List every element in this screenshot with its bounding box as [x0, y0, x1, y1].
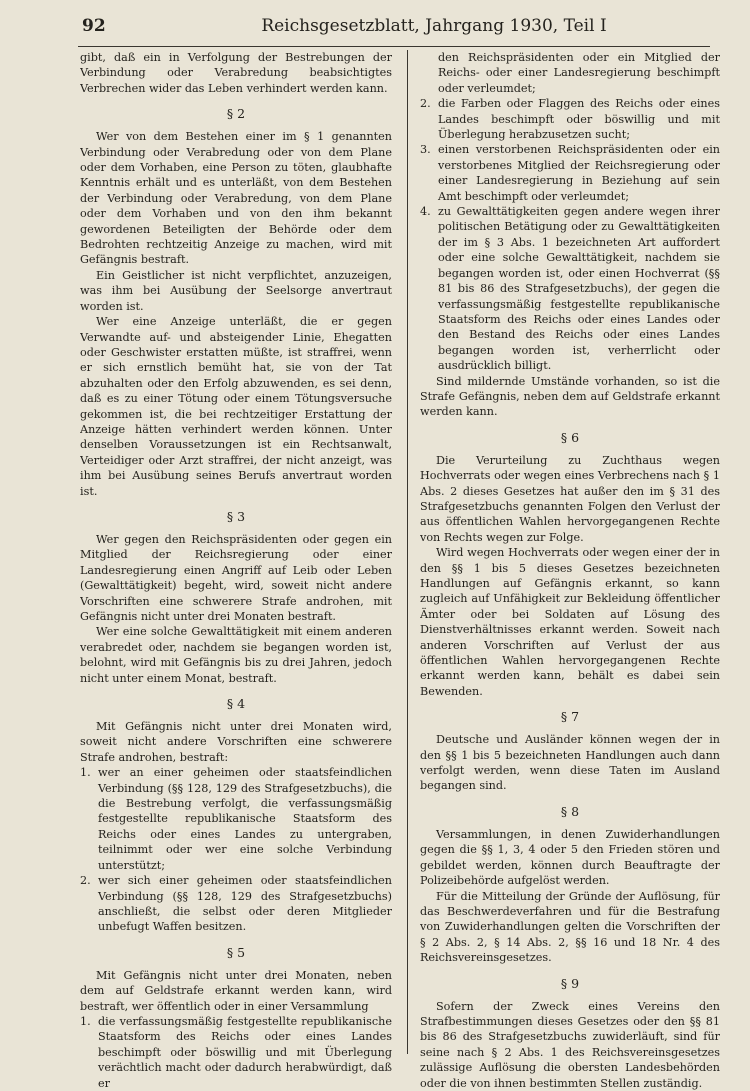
paragraph: Versammlungen, in denen Zuwiderhandlungen gegen die §§ 1, 3, 4 oder 5 den Frieden stören und gebildet werden, können durch Beauftragte der Polizeibehörde aufgelöst werden.	[420, 827, 720, 888]
list-item-continued	[420, 50, 720, 96]
paragraph: Ein Geistlicher ist nicht verpflichtet, anzuzeigen, was ihm bei Ausübung der Seelsorge anvertraut worden ist.	[80, 268, 392, 313]
item-number: 3.	[420, 143, 431, 157]
list-item	[420, 96, 720, 142]
paragraph: Für die Mitteilung der Gründe der Auflösung, für das Beschwerdeverfahren und für die Bestrafung von Zuwiderhandlungen gelten die Vorschriften der § 2 Abs. 2, § 14 Abs. 2, §§ 16 und 18 Nr. 4 des Reichsvereinsgesetzes.	[420, 889, 720, 965]
gazette-title: Reichsgesetzblatt, Jahrgang 1930, Teil I	[261, 16, 607, 36]
list-item	[80, 765, 392, 873]
section-heading-9: § 9	[560, 975, 580, 991]
running-header	[78, 14, 710, 40]
item-text: die Farben oder Flaggen des Reichs oder eines Landes beschimpft oder böswillig und mit Überlegung herabzusetzen sucht;	[438, 97, 720, 142]
section-heading-2: § 2	[226, 106, 246, 122]
item-text: wer sich einer geheimen oder staatsfeindlichen Verbindung (§§ 128, 129 des Strafgesetzbuchs) anschließt, die selbst oder deren Mitglieder unbefugt Waffen besitzen.	[98, 874, 392, 934]
paragraph: Mit Gefängnis nicht unter drei Monaten, neben dem auf Geldstrafe erkannt werden kann, wird bestraft, wer öffentlich oder in einer Versammlung	[80, 968, 392, 1013]
paragraph: Wer eine solche Gewalttätigkeit mit einem anderen verabredet oder, nachdem sie begangen worden ist, belohnt, wird mit Gefängnis bis zu drei Jahren, jedoch nicht unter einem Monat, bestraft.	[80, 625, 392, 685]
list-item	[80, 873, 392, 935]
item-text: den Reichspräsidenten oder ein Mitglied der Reichs- oder einer Landesregierung beschimpft oder verleumdet;	[438, 51, 720, 95]
section-heading-5: § 5	[226, 944, 246, 960]
section-heading-6: § 6	[560, 429, 580, 445]
section-heading-7: § 7	[560, 709, 580, 725]
paragraph: Wird wegen Hochverrats oder wegen einer der in den §§ 1 bis 5 dieses Gesetzes bezeichneten Handlungen auf Gefängnis erkannt, so kann zugleich auf Unfähigkeit zur Bekleidung öffentlicher Ämter oder bei Soldaten auf Lösung des Dienstverhältnisses erkannt werden. Soweit nach anderen Vorschriften auf Verlust der aus öffentlichen Wahlen hervorgegangenen Rechte erkannt werden kann, behält es dabei sein Bewenden.	[420, 546, 720, 698]
item-text: wer an einer geheimen oder staatsfeindlichen Verbindung (§§ 128, 129 des Strafgesetzbuchs), die die Bestrebung verfolgt, die verfassungsmäßig festgestellte republikanische Staatsform des Reichs oder eines Landes zu untergraben, teilnimmt oder wer eine solche Verbindung unterstützt;	[98, 766, 392, 872]
item-text: einen verstorbenen Reichspräsidenten oder ein verstorbenes Mitglied der Reichsregierung oder einer Landesregierung in Beziehung auf sein Amt beschimpft oder verleumdet;	[438, 143, 720, 203]
paragraph: Sofern der Zweck eines Vereins den Strafbestimmungen dieses Gesetzes oder den §§ 81 bis 86 des Strafgesetzbuchs zuwiderläuft, sind für seine nach § 2 Abs. 1 des Reichsvereinsgesetzes zulässige Auflösung die obersten Landesbehörden oder die von ihnen bestimmten Stellen zuständig.	[420, 999, 720, 1090]
section-heading-8: § 8	[560, 803, 580, 819]
item-number: 1.	[80, 766, 91, 780]
list-item	[80, 1014, 392, 1091]
section-heading-4: § 4	[226, 696, 246, 712]
paragraph: Die Verurteilung zu Zuchthaus wegen Hochverrats oder wegen eines Verbrechens nach § 1 Abs. 2 dieses Gesetzes hat außer den im § 31 des Strafgesetzbuchs genannten Folgen den Verlust der aus öffentlichen Wahlen hervorgegangenen Rechte von Rechts wegen zur Folge.	[420, 453, 720, 544]
header-rule	[78, 46, 710, 47]
right-column	[420, 50, 720, 1091]
paragraph: Wer von dem Bestehen einer im § 1 genannten Verbindung oder Verabredung oder von dem Plane oder dem Vorhaben, eine Person zu töten, glaubhafte Kenntnis erhält und es unterläßt, von dem Bestehen der Verbindung oder Verabredung, von dem Plane oder dem Vorhaben und von den ihm bekannt gewordenen Beteiligten der Behörde oder dem Bedrohten rechtzeitig Anzeige zu machen, wird mit Gefängnis bestraft.	[80, 130, 392, 267]
paragraph: Sind mildernde Umstände vorhanden, so ist die Strafe Gefängnis, neben dem auf Geldstrafe erkannt werden kann.	[420, 374, 720, 419]
left-column	[80, 50, 392, 1091]
paragraph: Deutsche und Ausländer können wegen der in den §§ 1 bis 5 bezeichneten Handlungen auch dann verfolgt werden, wenn diese Taten im Ausland begangen sind.	[420, 733, 720, 793]
column-divider	[407, 50, 408, 1054]
item-number: 4.	[420, 205, 431, 219]
list-item	[420, 142, 720, 204]
item-number: 1.	[80, 1014, 91, 1028]
item-text: zu Gewalttätigkeiten gegen andere wegen ihrer politischen Betätigung oder zu Gewalttätigkeiten der im § 3 Abs. 1 bezeichneten Art auffordert oder eine solche Gewalttätigkeit, nachdem sie begangen worden ist, oder einen Hochverrat (§§ 81 bis 86 des Strafgesetzbuchs), der gegen die verfassungsmäßig festgestellte republikanische Staatsform des Reichs oder eines Landes oder den Bestand des Reichs oder eines Landes begangen worden ist, verherrlicht oder ausdrücklich billigt.	[438, 205, 720, 373]
paragraph: Mit Gefängnis nicht unter drei Monaten wird, soweit nicht andere Vorschriften eine schwerere Strafe androhen, bestraft:	[80, 720, 392, 764]
page-number: 92	[82, 16, 106, 36]
paragraph: Wer eine Anzeige unterläßt, die er gegen Verwandte auf- und absteigender Linie, Ehegatten oder Geschwister erstatten müßte, ist straffrei, wenn er sich ernstlich bemüht hat, sie von der Tat abzuhalten oder den Erfolg abzuwenden, es sei denn, daß es zu einer Tötung oder einem Tötungsversuche gekommen ist, die bei rechtzeitiger Erstattung der Anzeige hätten verhindert werden können. Unter denselben Voraussetzungen ist ein Rechtsanwalt, Verteidiger oder Arzt straffrei, der nicht anzeigt, was ihm bei Ausübung seines Berufs anvertraut worden ist.	[80, 315, 392, 498]
item-number: 2.	[80, 874, 91, 888]
item-number: 2.	[420, 97, 431, 111]
section-heading-3: § 3	[226, 508, 246, 524]
continued-paragraph: gibt, daß ein in Verfolgung der Bestrebungen der Verbindung oder Verabredung beabsichtigtes Verbrechen wider das Leben verhindert werden kann.	[80, 51, 392, 95]
paragraph: Wer gegen den Reichspräsidenten oder gegen ein Mitglied der Reichsregierung oder einer Landesregierung einen Angriff auf Leib oder Leben (Gewalttätigkeit) begeht, wird, soweit nicht andere Vorschriften eine schwerere Strafe androhen, mit Gefängnis nicht unter drei Monaten bestraft.	[80, 532, 392, 623]
list-item	[420, 204, 720, 373]
item-text: die verfassungsmäßig festgestellte republikanische Staatsform des Reichs oder eines Landes beschimpft oder böswillig und mit Überlegung verächtlich macht oder dadurch herabwürdigt, daß er	[98, 1014, 392, 1090]
